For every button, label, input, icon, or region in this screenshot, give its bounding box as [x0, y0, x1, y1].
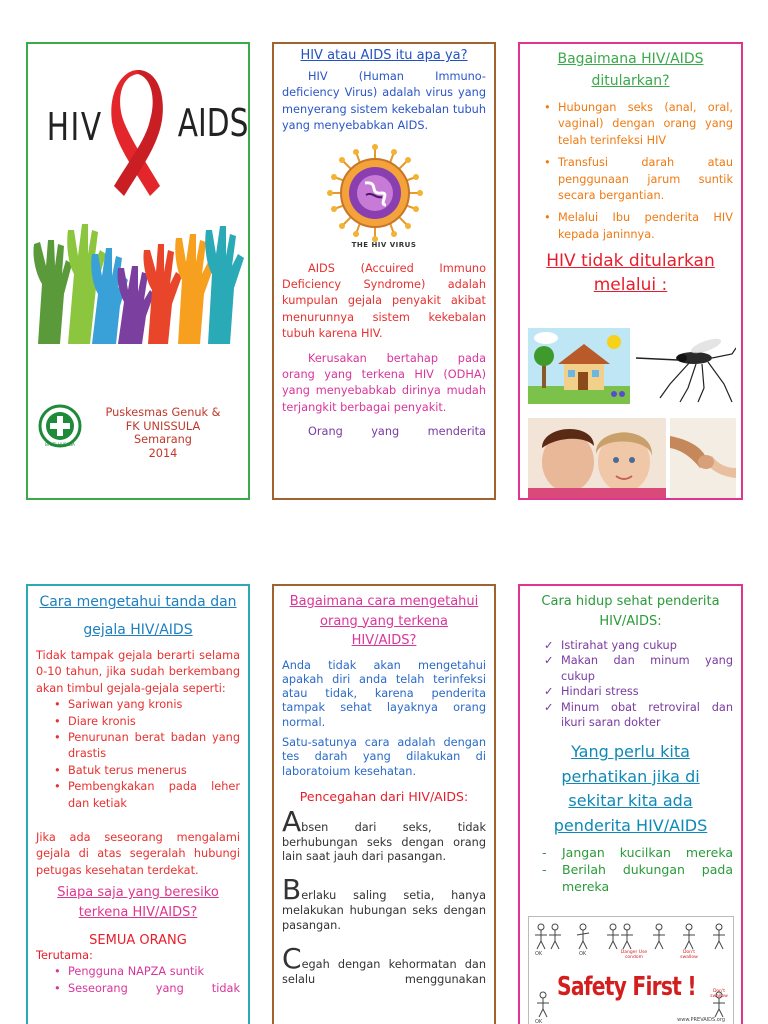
bullet-icon: • — [544, 156, 551, 170]
check-icon: ✓ — [544, 700, 554, 714]
hiv-aids-illustration — [28, 44, 248, 344]
dropcap-letter: A — [282, 804, 302, 838]
prevention-title: Pencegahan dari HIV/AIDS: — [299, 788, 469, 804]
aids-definition: AIDS (Accuired Immuno Deficiency Syndrome) adalah kumpulan gejala penyakit akibat menurunnya sistem kekebalan tubuh karena HIV. — [282, 261, 486, 341]
detection-panel — [272, 584, 496, 1024]
everyone-label: SEMUA ORANG — [89, 933, 187, 949]
list-item-text: Transfusi darah atau penggunaan jarum suntik secara bergantian. — [558, 156, 733, 203]
list-item — [530, 210, 733, 243]
dash-icon: - — [542, 845, 547, 861]
bullet-icon: • — [54, 763, 61, 777]
house-illustration — [528, 328, 630, 404]
healthy-life-panel — [518, 584, 743, 1024]
list-item-text: Minum obat retroviral dan ikuri saran dokter — [561, 700, 733, 730]
check-icon: ✓ — [544, 654, 554, 668]
bullet-icon: • — [544, 211, 551, 225]
org-line: FK UNISSULA — [125, 419, 201, 433]
list-item-text: Batuk terus menerus — [68, 763, 187, 777]
list-item — [50, 779, 240, 812]
list-item-text: Pembengkakan pada leher dan ketiak — [68, 780, 240, 810]
list-item — [50, 730, 240, 763]
cover-panel — [26, 42, 250, 500]
bullet-icon: • — [54, 731, 61, 745]
poster-label: OK — [535, 1019, 543, 1024]
org-line: Semarang — [134, 433, 192, 446]
healthy-life-list — [520, 638, 741, 730]
bakti-husada-logo — [38, 404, 82, 448]
transmission-list — [520, 100, 741, 243]
hiv-word: HIV — [46, 105, 103, 151]
hiv-virus-figure — [274, 141, 494, 253]
poster-label: OK — [579, 951, 587, 957]
dropcap-letter: B — [282, 873, 302, 907]
list-item-text: Hubungan seks (anal, oral, vaginal) dengan orang yang telah terinfeksi HIV — [558, 101, 733, 147]
list-item-text: Sariwan yang kronis — [68, 698, 183, 712]
raised-hands-icon — [33, 224, 244, 344]
list-item — [544, 638, 733, 653]
list-item-text: Jangan kucilkan mereka — [562, 845, 733, 861]
prevention-text: erlaku saling setia, hanya melakukan hubungan seks dengan pasangan. — [282, 889, 486, 932]
list-item — [50, 714, 240, 730]
dash-icon: - — [542, 862, 547, 878]
list-item — [50, 981, 240, 997]
detection-para-2: Satu-satunya cara adalah dengan tes darah yang dilakukan di laboratoium kesehatan. — [282, 735, 486, 778]
list-item — [544, 653, 733, 684]
aids-word: AIDS — [177, 101, 248, 147]
what-is-hiv-title: HIV atau AIDS itu apa ya? — [300, 48, 468, 63]
list-item-text: Penurunan berat badan yang drastis — [68, 731, 240, 761]
prevention-condom — [274, 942, 494, 987]
detection-para-1: Anda tidak akan mengetahui apakah diri anda telah terinfeksi atau tidak, karena penderita tampak sehat layaknya orang normal. — [282, 658, 486, 729]
list-item-text: Makan dan minum yang cukup — [561, 654, 733, 683]
mainly-label: Terutama: — [36, 949, 93, 963]
transmission-title-text: Bagaimana HIV/AIDS ditularkan? — [557, 51, 704, 89]
list-item-text: Istirahat yang cukup — [561, 639, 677, 652]
detection-title: Bagaimana cara mengetahui orang yang terkena HIV/AIDS? — [289, 594, 479, 648]
prevention-text: bsen dari seks, tidak berhubungan seks dengan orang lain saat jauh dari pasangan. — [282, 820, 486, 864]
prevention-text: egah dengan kehormatan dan selalu menggunakan — [282, 958, 486, 987]
poster-label: Danger Use condom — [620, 950, 648, 960]
list-item — [542, 861, 733, 895]
virus-caption: THE HIV VIRUS — [351, 240, 417, 249]
symptoms-advice: Jika ada seseorang mengalami gejala di atas segeralah hubungi petugas kesehatan terdekat. — [36, 831, 240, 877]
risk-title: Siapa saja yang beresiko terkena HIV/AIDS? — [57, 885, 219, 921]
sufferer-text: Orang yang menderita — [308, 425, 486, 439]
poster-label: Don't swallow — [710, 989, 728, 999]
hiv-definition: HIV (Human Immuno-deficiency Virus) adalah virus yang menyerang sistem kekebalan tubuh yang menyebabkan AIDS. — [282, 70, 486, 133]
risk-list — [28, 964, 248, 997]
not-transmitted-title: HIV tidak ditularkan melalui : — [546, 251, 715, 296]
list-item — [544, 700, 733, 731]
org-line: 2014 — [148, 446, 178, 460]
poster-label: OK — [535, 951, 543, 957]
mosquito-icon — [636, 328, 736, 404]
org-line: Puskesmas Genuk & — [105, 406, 221, 419]
list-item — [50, 697, 240, 713]
bullet-icon: • — [544, 101, 551, 114]
symptoms-list — [28, 697, 248, 812]
list-item — [50, 964, 240, 980]
check-icon: ✓ — [544, 685, 554, 699]
safety-poster — [528, 916, 734, 1024]
list-item-text: Seseorang yang tidak — [68, 981, 240, 995]
list-item — [542, 844, 733, 861]
dropcap-letter: C — [282, 942, 302, 976]
healthy-life-title: Cara hidup sehat penderita HIV/AIDS: — [541, 594, 720, 629]
list-item-text: Pengguna NAPZA suntik — [68, 965, 205, 979]
list-item — [50, 763, 240, 779]
poster-label: Don't swallow — [680, 950, 698, 960]
bullet-icon: • — [54, 698, 61, 712]
bullet-icon: • — [54, 780, 61, 794]
holding-hands-photo — [670, 418, 736, 500]
list-item — [530, 155, 733, 204]
list-item — [544, 684, 733, 699]
symptoms-intro: Tidak tampak gejala berarti selama 0-10 tahun, jika sudah berkembang akan timbul gejala-gejala seperti: — [36, 649, 240, 695]
symptoms-title: Cara mengetahui tanda dan gejala HIV/AIDS — [39, 594, 237, 638]
bullet-icon: • — [54, 981, 61, 995]
prevention-faithful — [274, 873, 494, 933]
svg-text:BAKTI HUSADA: BAKTI HUSADA — [45, 442, 75, 447]
attention-title: Yang perlu kita perhatikan jika di sekitar kita ada penderita HIV/AIDS — [553, 742, 708, 835]
list-item-text: Hindari stress — [561, 685, 639, 699]
red-ribbon-icon — [111, 70, 163, 196]
list-item-text: Diare kronis — [68, 714, 136, 728]
transmission-title — [520, 48, 741, 92]
organization-info — [88, 406, 238, 460]
list-item — [530, 100, 733, 149]
symptoms-panel — [26, 584, 250, 1024]
check-icon: ✓ — [544, 639, 554, 652]
list-item-text: Melalui Ibu penderita HIV kepada janinnya. — [558, 211, 733, 241]
stick-figures-icon — [529, 917, 734, 1024]
odha-description: Kerusakan bertahap pada orang yang terkena HIV (ODHA) yang menyebabkab dirinya mudah terjangkit berbagai penyakit. — [282, 351, 486, 414]
support-list — [520, 844, 741, 895]
virus-icon — [320, 143, 430, 243]
poster-url: www.PREVAIDS.org — [677, 1017, 725, 1023]
transmission-panel — [518, 42, 743, 500]
safety-first-text: Safety First ! — [557, 972, 696, 1002]
mother-child-photo — [528, 418, 666, 500]
bullet-icon: • — [54, 714, 61, 728]
bullet-icon: • — [54, 965, 61, 979]
prevention-abstain — [274, 804, 494, 865]
what-is-hiv-panel — [272, 42, 496, 500]
list-item-text: Berilah dukungan pada mereka — [562, 862, 733, 895]
